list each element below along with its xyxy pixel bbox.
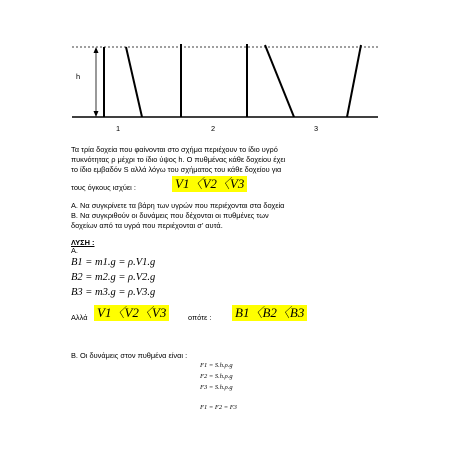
equation-b1: B1 = m1.g = ρ.V1.g [71,257,156,268]
question-a: Α. Να συγκρίνετε τα βάρη των υγρών που περιέχονται στα δοχεία [71,201,285,210]
height-label: h [76,72,81,81]
force-f3: F3 = S.h.ρ.g [200,384,233,391]
intro-volumes-highlight: V1〈V2〈V3 [172,176,247,192]
intro-line-3: το ίδιο εμβαδόν S αλλά λόγω του σχήματος του κάθε δοχείου για [71,165,282,175]
container-label-3: 3 [314,124,319,133]
equation-b2: B2 = m2.g = ρ.V2.g [71,272,156,283]
container-3-right-wall [347,45,361,117]
solution-part-a: Α. [71,246,78,255]
intro-line-4: τους όγκους ισχύει : [71,183,136,192]
intro-paragraph [71,145,401,176]
force-f1: F1 = S.h.ρ.g [200,362,233,369]
questions [71,201,401,232]
question-b-line-2: δοχείων από τα υγρά που περιέχονται σ’ αυτά. [71,221,223,231]
container-label-2: 2 [211,124,216,133]
intro-line-1: Τα τρία δοχεία που φαίνονται στο σχήμα περιέχουν το ίδιο υγρό [71,145,278,154]
container-1-right-wall [126,47,142,117]
intro-line-2: πυκνότητας ρ μέχρι το ίδιο ύψος h. Ο πυθμένας κάθε δοχείου έχει [71,155,286,165]
weights-highlight: B1〈B2〈B3 [232,305,307,321]
equation-b3: B3 = m3.g = ρ.V3.g [71,287,156,298]
but-label: Αλλά [71,313,88,322]
therefore-label: οπότε : [188,313,212,322]
force-f2: F2 = S.h.ρ.g [200,373,233,380]
container-label-1: 1 [116,124,121,133]
forces-equal: F1 = F2 = F3 [200,404,237,411]
solution-title: ΛΥΣΗ : [71,238,95,247]
question-b-line-1: Β. Να συγκριθούν οι δυνάμεις που δέχονται οι πυθμένες των [71,211,269,221]
containers-diagram [0,0,453,135]
solution-part-b: Β. Οι δυνάμεις στον πυθμένα είναι : [71,351,188,360]
solution-volumes-highlight: V1〈V2〈V3 [94,305,169,321]
container-3-left-wall [265,45,294,117]
